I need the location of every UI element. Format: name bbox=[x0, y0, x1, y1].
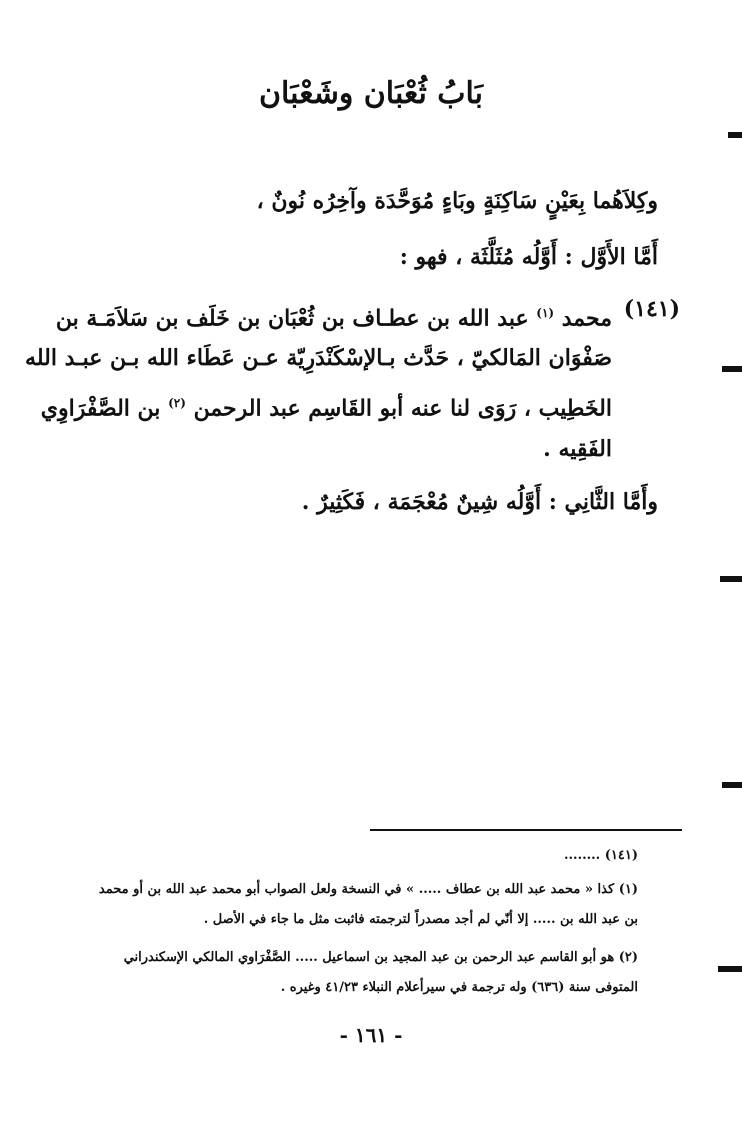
intro-line: وكِلاَهُما بِعَيْنٍ سَاكِنَةٍ وبَاءٍ مُوَحَّدَة وآخِرُه نُونٌ ، bbox=[256, 188, 658, 214]
scan-edge-mark bbox=[720, 576, 742, 582]
entry-line-3 bbox=[40, 388, 612, 423]
entry-number: (١٤١) bbox=[623, 296, 680, 322]
entry-line-3-end: بن الصَّفْرَاوِي bbox=[40, 395, 169, 422]
footnote-marker-2: (٢) bbox=[168, 396, 186, 410]
footnote-1-line-2: بن عبد الله بن ..... إلا أنّي لم أجد مصدراً لترجمته فاثبت مثل ما جاء في الأصل . bbox=[203, 912, 638, 927]
entry-line-1-end: عبد الله بن عطـاف بن ثُعْبَان بن خَلَف بن سَلاَمَـة بن bbox=[55, 305, 537, 332]
footnote-marker-1: (١) bbox=[536, 306, 555, 320]
scan-edge-mark bbox=[722, 366, 742, 372]
entry-line-1 bbox=[55, 298, 612, 333]
page-number: - ١٦١ - bbox=[339, 1023, 403, 1047]
chapter-title: بَابُ ثُعْبَان وشَعْبَان bbox=[259, 76, 483, 111]
entry-line-1-start: محمد bbox=[554, 305, 612, 332]
footnote-divider bbox=[370, 829, 682, 831]
scan-edge-mark bbox=[718, 966, 742, 972]
footnote-entry-ref: (١٤١) ........ bbox=[564, 848, 638, 863]
scan-edge-mark bbox=[728, 132, 742, 138]
entry-line-4: الفَقِيه . bbox=[543, 436, 612, 462]
entry-line-2: صَفْوَان المَالكيّ ، حَدَّث بـالإسْكَنْدَرِيّة عـن عَطَاء الله بـن عبـد الله bbox=[25, 345, 612, 371]
footnote-1-line-1: (١) كذا « محمد عبد الله بن عطاف ..... » في النسخة ولعل الصواب أبو محمد عبد الله بن أو محمد bbox=[98, 882, 638, 897]
second-heading: وأَمَّا الثَّانِي : أَوَّلُه شِينٌ مُعْجَمَة ، فَكَثِيرٌ . bbox=[301, 489, 658, 515]
footnote-2-line-2: المتوفى سنة (٦٣٦) وله ترجمة في سيرأعلام النبلاء ٤١/٢٣ وغيره . bbox=[280, 980, 638, 995]
entry-line-3-start: الخَطِيب ، رَوَى لنا عنه أبو القَاسِم عبد الرحمن bbox=[185, 395, 612, 422]
first-heading: أَمَّا الأَوَّل : أَوَّلُه مُثَلَّثَة ، فهو : bbox=[399, 244, 658, 270]
footnote-2-line-1: (٢) هو أبو القاسم عبد الرحمن بن عبد المجيد بن اسماعيل ..... الصَّفْرَاوي المالكي الإسكندراني bbox=[123, 950, 638, 965]
scan-edge-mark bbox=[722, 782, 742, 788]
